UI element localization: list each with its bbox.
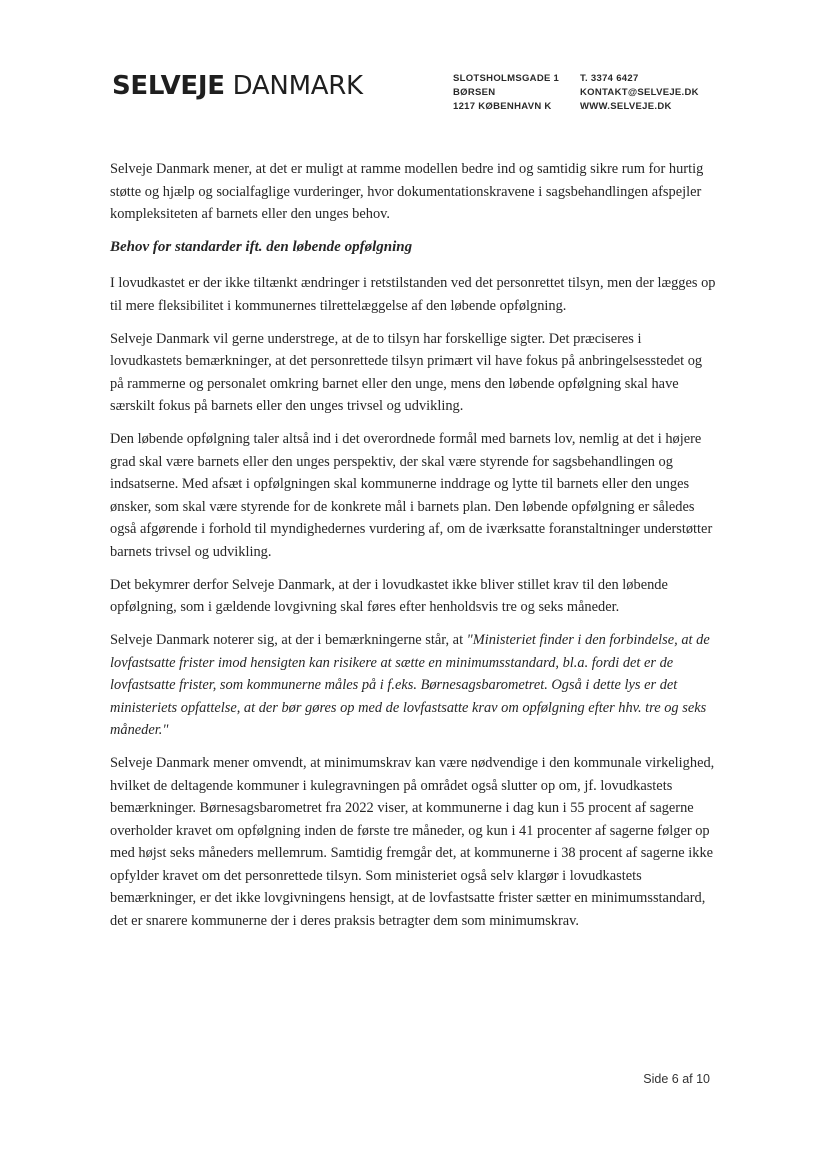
logo-word-danmark: DANMARK — [232, 71, 363, 101]
paragraph-6 — [110, 629, 716, 742]
address-building: BØRSEN — [453, 87, 496, 98]
address-block — [453, 72, 559, 114]
paragraph-4: Den løbende opfølgning taler altså ind i det overordnede formål med barnets lov, nemlig at det i højere grad skal være barnets eller den unges perspektiv, der skal være styrende for sagsbehandlingen og indsatserne. Med afsæt i opfølgningen skal kommunerne inddrage og lytte til barnets eller den unges ønsker, som skal være styrende for de konkrete mål i barnets plan. Den løbende opfølgning er således også afgørende i forhold til myndighedernes vurdering af, om de iværksatte foranstaltninger understøtter barnets trivsel og udvikling. — [110, 431, 713, 560]
contact-phone: T. 3374 6427 — [580, 73, 639, 84]
letterhead — [112, 68, 732, 118]
contact-block — [580, 72, 699, 114]
logo-word-selveje: SELVEJE — [112, 71, 225, 101]
contact-email[interactable]: KONTAKT@SELVEJE.DK — [580, 87, 699, 98]
address-street: SLOTSHOLMSGADE 1 — [453, 73, 560, 84]
address-city: 1217 KØBENHAVN K — [453, 101, 552, 112]
section-heading: Behov for standarder ift. den løbende opfølgning — [110, 239, 413, 255]
paragraph-6-intro: Selveje Danmark noterer sig, at der i bemærkningerne står, at — [110, 632, 467, 648]
paragraph-7: Selveje Danmark mener omvendt, at minimumskrav kan være nødvendige i den kommunale virkelighed, hvilket de deltagende kommuner i kulegravningen på området også slutter op om, jf. lovudkastets bemærkninger. Børnesagsbarometret fra 2022 viser, at kommunerne i dag kun i 55 procent af sagerne overholder kravet om opfølgning inden de første tre måneder, og kun i 41 procenter af sagerne følger op med højst seks måneders mellemrum. Samtidig fremgår det, at kommunerne i 38 procent af sagerne ikke opfylder kravet om det personrettede tilsyn. Som ministeriet også selv klargør i lovudkastets bemærkninger, er det ikke lovgivningens hensigt, at de lovfastsatte frister sætter en minimumsstandard, det er snarere kommunerne der i deres praksis betragter dem som minimumskrav. — [110, 755, 715, 929]
logo — [112, 71, 363, 101]
paragraph-3: Selveje Danmark vil gerne understrege, at de to tilsyn har forskellige sigter. Det præciseres i lovudkastets bemærkninger, at det personrettede tilsyn primært vil have fokus på anbringelsesstedet og på rammerne og personalet omkring barnet eller den unge, mens den løbende opfølgning skal have særskilt fokus på barnets eller den unges trivsel og udvikling. — [110, 330, 703, 414]
ministry-quote: "Ministeriet finder i den forbindelse, at de lovfastsatte frister imod hensigten kan risikere at sætte en minimumsstandard, bl.a. fordi det er de lovfastsatte frister, som kommunerne måles på i f.eks. Børnesagsbarometret. Også i dette lys er det ministeriets opfattelse, at der bør gøres op med de lovfastsatte krav om opfølgning efter hhv. tre og seks måneder." — [110, 632, 710, 738]
contact-website[interactable]: WWW.SELVEJE.DK — [580, 101, 672, 112]
paragraph-1: Selveje Danmark mener, at det er muligt at ramme modellen bedre ind og samtidig sikre rum for hurtig støtte og hjælp og socialfaglige vurderinger, hvor dokumentationskravene i sagsbehandlingen afspejler kompleksiteten af barnets eller den unges behov. — [110, 161, 704, 222]
page-number: Side 6 af 10 — [643, 1072, 710, 1086]
document-body — [110, 158, 716, 943]
paragraph-5: Det bekymrer derfor Selveje Danmark, at der i lovudkastet ikke bliver stillet krav til den løbende opfølgning, som i gældende lovgivning skal føres efter henholdsvis tre og seks måneder. — [110, 576, 668, 615]
paragraph-2: I lovudkastet er der ikke tiltænkt ændringer i retstilstanden ved det personrettet tilsyn, men der lægges op til mere fleksibilitet i kommunernes tilrettelæggelse af den løbende opfølgning. — [110, 275, 716, 314]
